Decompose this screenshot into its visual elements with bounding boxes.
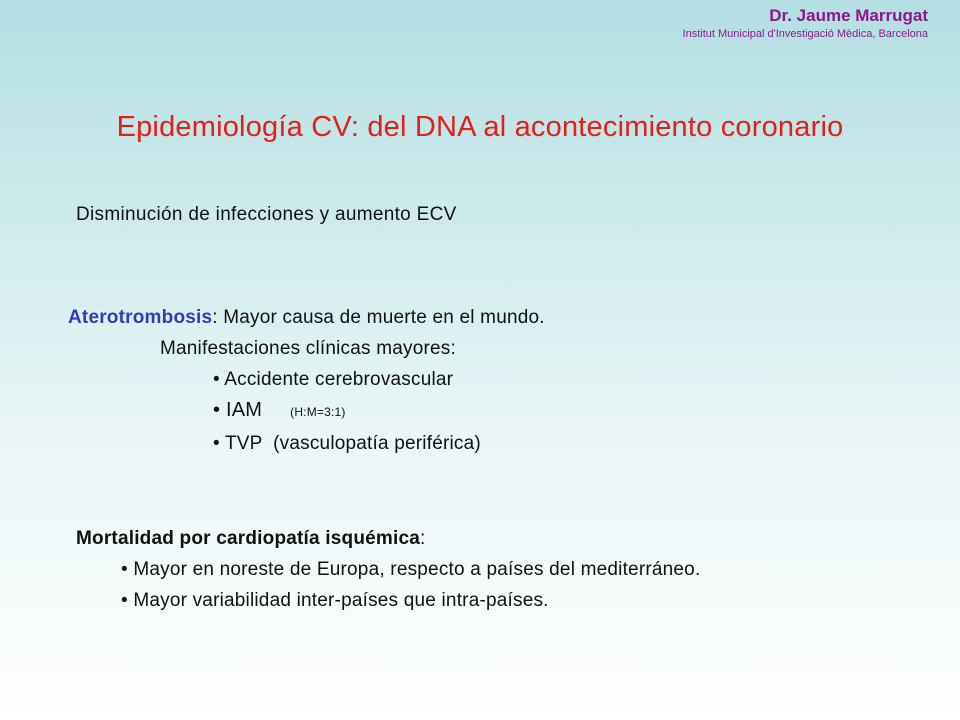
atherothrombosis-section: [68, 302, 545, 459]
manifestation-item-text: • Accidente cerebrovascular: [213, 369, 454, 390]
mortality-colon: :: [420, 528, 426, 549]
slide-title: Epidemiología CV: del DNA al acontecimiento coronario: [116, 111, 844, 143]
manifestation-item: [68, 364, 545, 395]
mortality-section: [76, 523, 700, 616]
manifestations-heading: Manifestaciones clínicas mayores:: [160, 338, 456, 359]
author-block: [683, 6, 928, 42]
mortality-line: [76, 523, 700, 554]
atherothrombosis-line: [68, 302, 545, 333]
author-name: Dr. Jaume Marrugat: [769, 6, 928, 25]
manifestation-item-text: • TVP (vasculopatía periférica): [213, 433, 481, 454]
manifestation-item-text: • IAM: [213, 399, 263, 421]
atherothrombosis-description: : Mayor causa de muerte en el mundo.: [212, 307, 545, 328]
mortality-item: • Mayor en noreste de Europa, respecto a países del mediterráneo.: [121, 559, 701, 580]
manifestation-item: [68, 428, 545, 459]
mortality-item: • Mayor variabilidad inter-países que intra-países.: [121, 590, 549, 611]
manifestation-item: [68, 395, 545, 428]
slide-subtitle: Disminución de infecciones y aumento ECV: [76, 204, 457, 225]
mortality-term: Mortalidad por cardiopatía isquémica: [76, 528, 420, 549]
manifestation-item-note: (H:M=3:1): [290, 405, 346, 419]
author-institution: Institut Municipal d'Investigació Mèdica, Barcelona: [682, 28, 928, 40]
atherothrombosis-term: Aterotrombosis: [68, 307, 213, 328]
